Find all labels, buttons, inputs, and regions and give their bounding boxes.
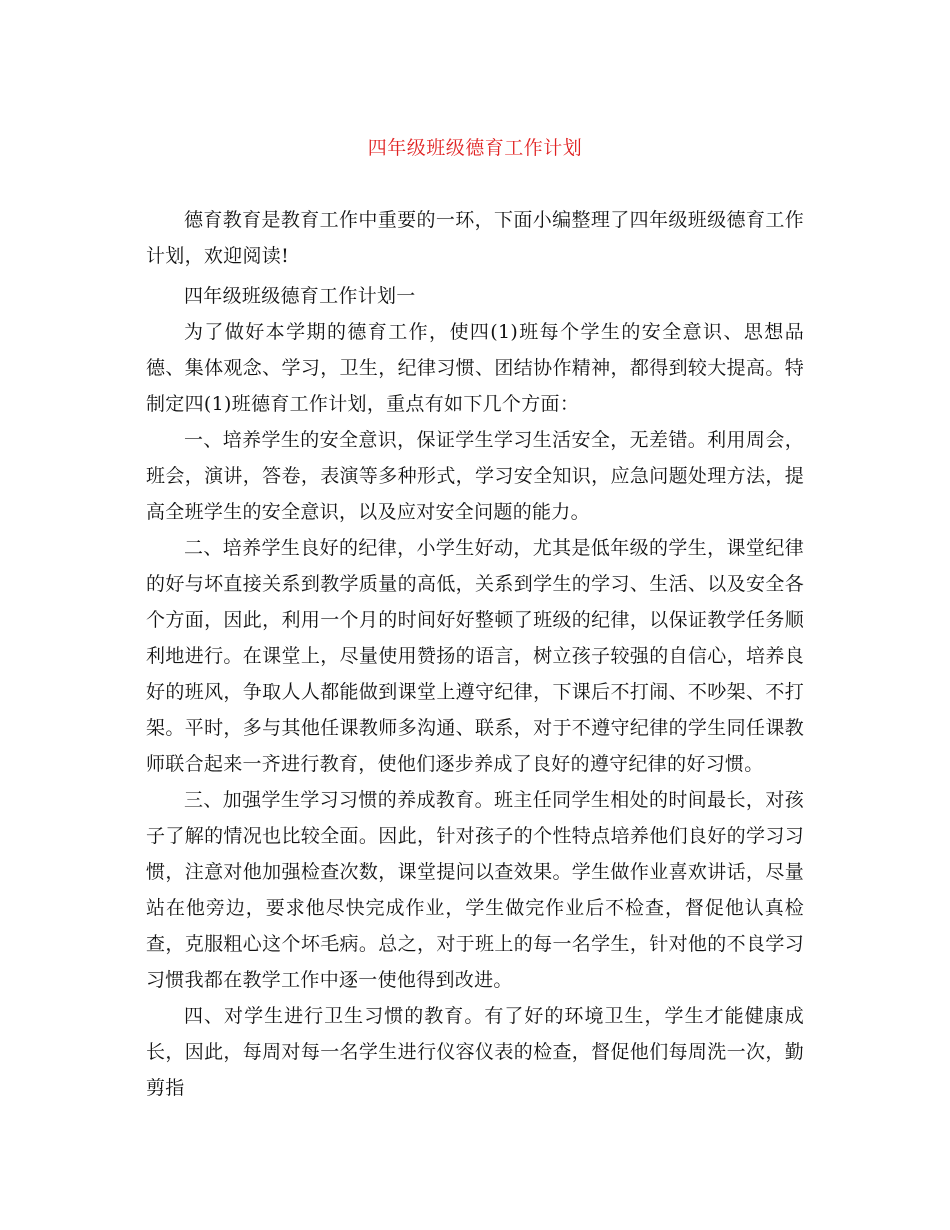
document-title: 四年级班级德育工作计划 (367, 137, 583, 159)
body-paragraph-hygiene: 四、对学生进行卫生习惯的教育。有了好的环境卫生，学生才能健康成长，因此，每周对每一名学生进行仪容仪表的检查，督促他们每周洗一次，勤剪指 (146, 1005, 804, 1099)
body-paragraph-study-habits: 三、加强学生学习习惯的养成教育。班主任同学生相处的时间最长，对孩子了解的情况也比较全面。因此，针对孩子的个性特点培养他们良好的学习习惯，注意对他加强检查次数，课堂提问以查效果。学生做作业喜欢讲话，尽量站在他旁边，要求他尽快完成作业，学生做完作业后不检查，督促他认真检查，克服粗心这个坏毛病。总之，对于班上的每一名学生，针对他的不良学习习惯我都在教学工作中逐一使他得到改进。 (146, 789, 804, 991)
body-paragraph-safety: 一、培养学生的安全意识，保证学生学习生活安全，无差错。利用周会，班会，演讲，答卷，表演等多种形式，学习安全知识，应急问题处理方法，提高全班学生的安全意识，以及应对安全问题的能力。 (146, 429, 804, 523)
body-paragraph-purpose: 为了做好本学期的德育工作，使四(1)班每个学生的安全意识、思想品德、集体观念、学习，卫生，纪律习惯、团结协作精神，都得到较大提高。特制定四(1)班德育工作计划，重点有如下几个方面： (146, 321, 804, 415)
intro-paragraph: 德育教育是教育工作中重要的一环，下面小编整理了四年级班级德育工作计划，欢迎阅读! (146, 209, 804, 267)
document-body (146, 202, 804, 1106)
section-heading: 四年级班级德育工作计划一 (184, 285, 416, 307)
body-paragraph-discipline: 二、培养学生良好的纪律，小学生好动，尤其是低年级的学生，课堂纪律的好与坏直接关系到教学质量的高低，关系到学生的学习、生活、以及安全各个方面，因此，利用一个月的时间好好整顿了班级的纪律，以保证教学任务顺利地进行。在课堂上，尽量使用赞扬的语言，树立孩子较强的自信心，培养良好的班风，争取人人都能做到课堂上遵守纪律，下课后不打闹、不吵架、不打架。平时，多与其他任课教师多沟通、联系，对于不遵守纪律的学生同任课教师联合起来一齐进行教育，使他们逐步养成了良好的遵守纪律的好习惯。 (146, 537, 804, 775)
